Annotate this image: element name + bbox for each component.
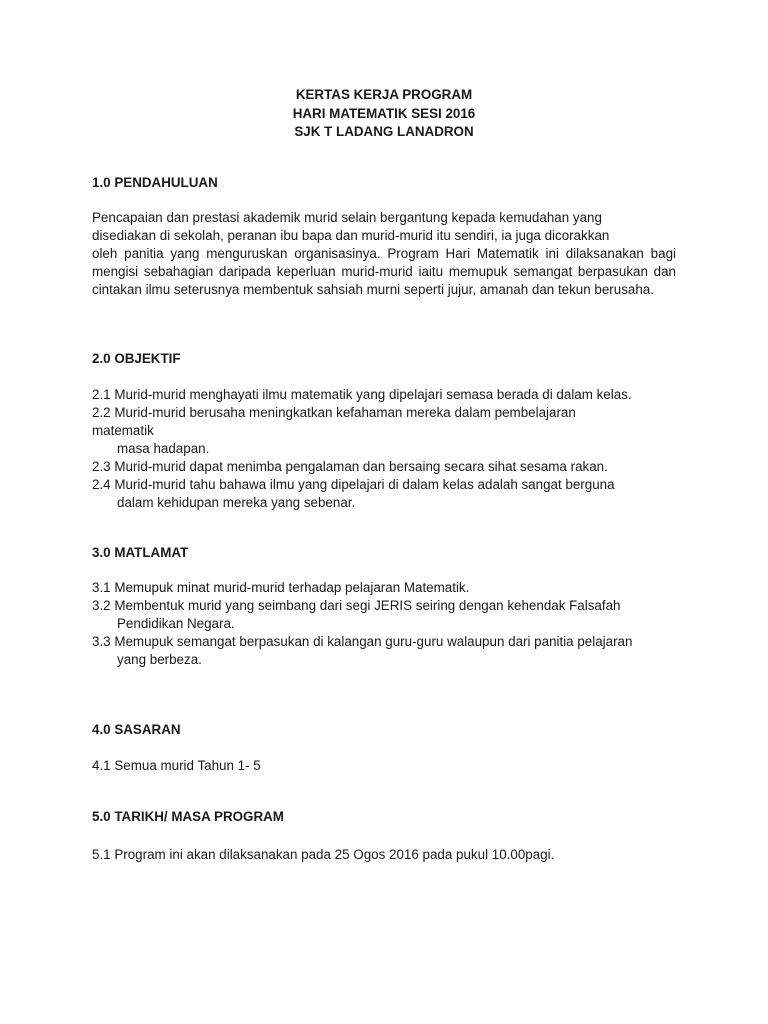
heading-tarikh-masa: 5.0 TARIKH/ MASA PROGRAM (92, 809, 284, 824)
heading-matlamat: 3.0 MATLAMAT (92, 545, 189, 560)
pendahuluan-line-1: Pencapaian dan prestasi akademik murid selain bergantung kepada kemudahan yang (92, 210, 602, 225)
paragraph-pendahuluan (92, 209, 676, 299)
objektif-item-2-1: 2.1 Murid-murid menghayati ilmu matematik yang dipelajari semasa berada di dalam kelas. (92, 387, 632, 402)
sasaran-item-4-1: 4.1 Semua murid Tahun 1- 5 (92, 758, 261, 773)
pendahuluan-body: oleh panitia yang menguruskan organisasinya. Program Hari Matematik ini dilaksanakan bagi mengisi sebahagian daripada keperluan murid-murid iaitu memupuk semangat berpasukan dan cintakan ilmu seterusnya membentuk sahsiah murni seperti jujur, amanah dan tekun berusaha. (92, 246, 676, 297)
title-line-3: SJK T LADANG LANADRON (294, 124, 474, 139)
matlamat-item-3-2-cont: Pendidikan Negara. (117, 616, 235, 631)
list-tarikh-masa (92, 846, 676, 864)
matlamat-item-3-3: 3.3 Memupuk semangat berpasukan di kalangan guru-guru walaupun dari panitia pelajaran (92, 634, 633, 649)
heading-objektif: 2.0 OBJEKTIF (92, 351, 181, 366)
list-objektif (92, 386, 676, 512)
heading-sasaran: 4.0 SASARAN (92, 722, 181, 737)
matlamat-item-3-2: 3.2 Membentuk murid yang seimbang dari segi JERIS seiring dengan kehendak Falsafah (92, 598, 621, 613)
list-sasaran (92, 757, 676, 775)
objektif-item-2-4: 2.4 Murid-murid tahu bahawa ilmu yang dipelajari di dalam kelas adalah sangat berguna (92, 477, 615, 492)
pendahuluan-line-2: disediakan di sekolah, peranan ibu bapa dan murid-murid itu sendiri, ia juga dicorakkan (92, 228, 610, 243)
heading-pendahuluan: 1.0 PENDAHULUAN (92, 175, 218, 190)
objektif-item-2-2-cont-2: masa hadapan. (117, 441, 210, 456)
objektif-item-2-3: 2.3 Murid-murid dapat menimba pengalaman dan bersaing secara sihat sesama rakan. (92, 459, 608, 474)
matlamat-item-3-1: 3.1 Memupuk minat murid-murid terhadap pelajaran Matematik. (92, 580, 470, 595)
document-title (0, 86, 768, 142)
objektif-item-2-2: 2.2 Murid-murid berusaha meningkatkan kefahaman mereka dalam pembelajaran (92, 405, 576, 420)
objektif-item-2-4-cont: dalam kehidupan mereka yang sebenar. (117, 495, 356, 510)
title-line-1: KERTAS KERJA PROGRAM (295, 87, 473, 102)
title-line-2: HARI MATEMATIK SESI 2016 (292, 105, 476, 121)
list-matlamat (92, 579, 676, 669)
tarikh-item-5-1: 5.1 Program ini akan dilaksanakan pada 25 Ogos 2016 pada pukul 10.00pagi. (92, 847, 555, 862)
objektif-item-2-2-cont: matematik (92, 423, 154, 438)
matlamat-item-3-3-cont: yang berbeza. (117, 652, 202, 667)
